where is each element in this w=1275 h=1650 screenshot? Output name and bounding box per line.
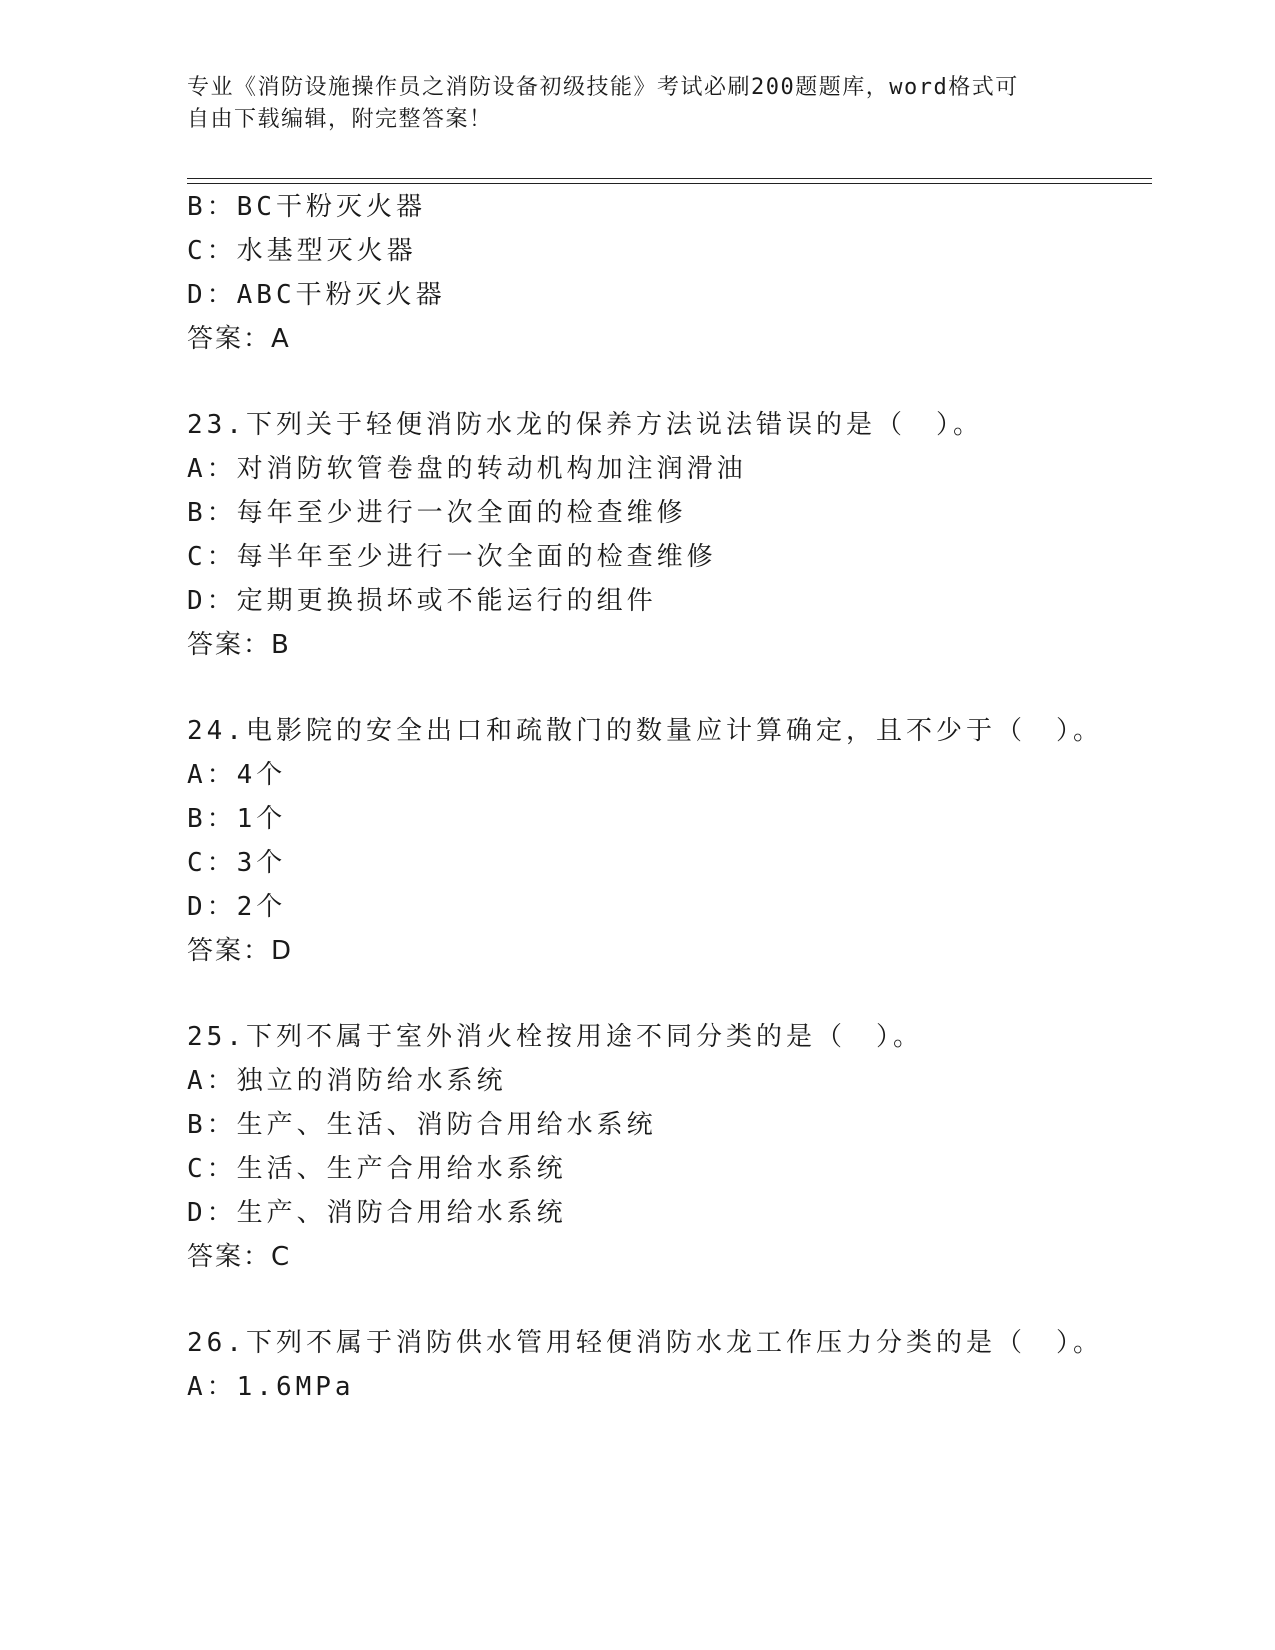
q25-option-d: D：生产、消防合用给水系统 — [187, 1198, 567, 1228]
q22-option-b: B：BC干粉灭火器 — [187, 192, 426, 222]
q24-option-c: C：3个 — [187, 848, 287, 878]
q23-option-a: A：对消防软管卷盘的转动机构加注润滑油 — [187, 454, 747, 484]
q26-option-a: A：1.6MPa — [187, 1372, 355, 1402]
q23-option-c: C：每半年至少进行一次全面的检查维修 — [187, 542, 717, 572]
q25-option-a: A：独立的消防给水系统 — [187, 1066, 507, 1096]
q22-option-c: C：水基型灭火器 — [187, 236, 417, 266]
header-divider-top — [187, 178, 1152, 179]
q22-answer: 答案：A — [187, 324, 291, 354]
q23-option-d: D：定期更换损坏或不能运行的组件 — [187, 586, 657, 616]
document-header — [187, 72, 1087, 136]
header-line-1: 专业《消防设施操作员之消防设备初级技能》考试必刷200题题库，word格式可 — [187, 75, 1019, 100]
q23-question: 23.下列关于轻便消防水龙的保养方法说法错误的是（ ）。 — [187, 410, 983, 440]
q22-option-d: D：ABC干粉灭火器 — [187, 280, 446, 310]
q25-option-c: C：生活、生产合用给水系统 — [187, 1154, 567, 1184]
header-line-2: 自由下载编辑，附完整答案！ — [187, 107, 493, 132]
q24-option-d: D：2个 — [187, 892, 287, 922]
header-divider-bottom — [187, 183, 1152, 184]
q24-option-b: B：1个 — [187, 804, 287, 834]
q24-option-a: A：4个 — [187, 760, 287, 790]
q26-question: 26.下列不属于消防供水管用轻便消防水龙工作压力分类的是（ ）。 — [187, 1328, 1103, 1358]
q25-answer: 答案：C — [187, 1242, 292, 1272]
q23-answer: 答案：B — [187, 630, 291, 660]
q25-option-b: B：生产、生活、消防合用给水系统 — [187, 1110, 657, 1140]
q24-answer: 答案：D — [187, 936, 294, 966]
q24-question: 24.电影院的安全出口和疏散门的数量应计算确定，且不少于（ ）。 — [187, 716, 1103, 746]
q25-question: 25.下列不属于室外消火栓按用途不同分类的是（ ）。 — [187, 1022, 923, 1052]
q23-option-b: B：每年至少进行一次全面的检查维修 — [187, 498, 687, 528]
